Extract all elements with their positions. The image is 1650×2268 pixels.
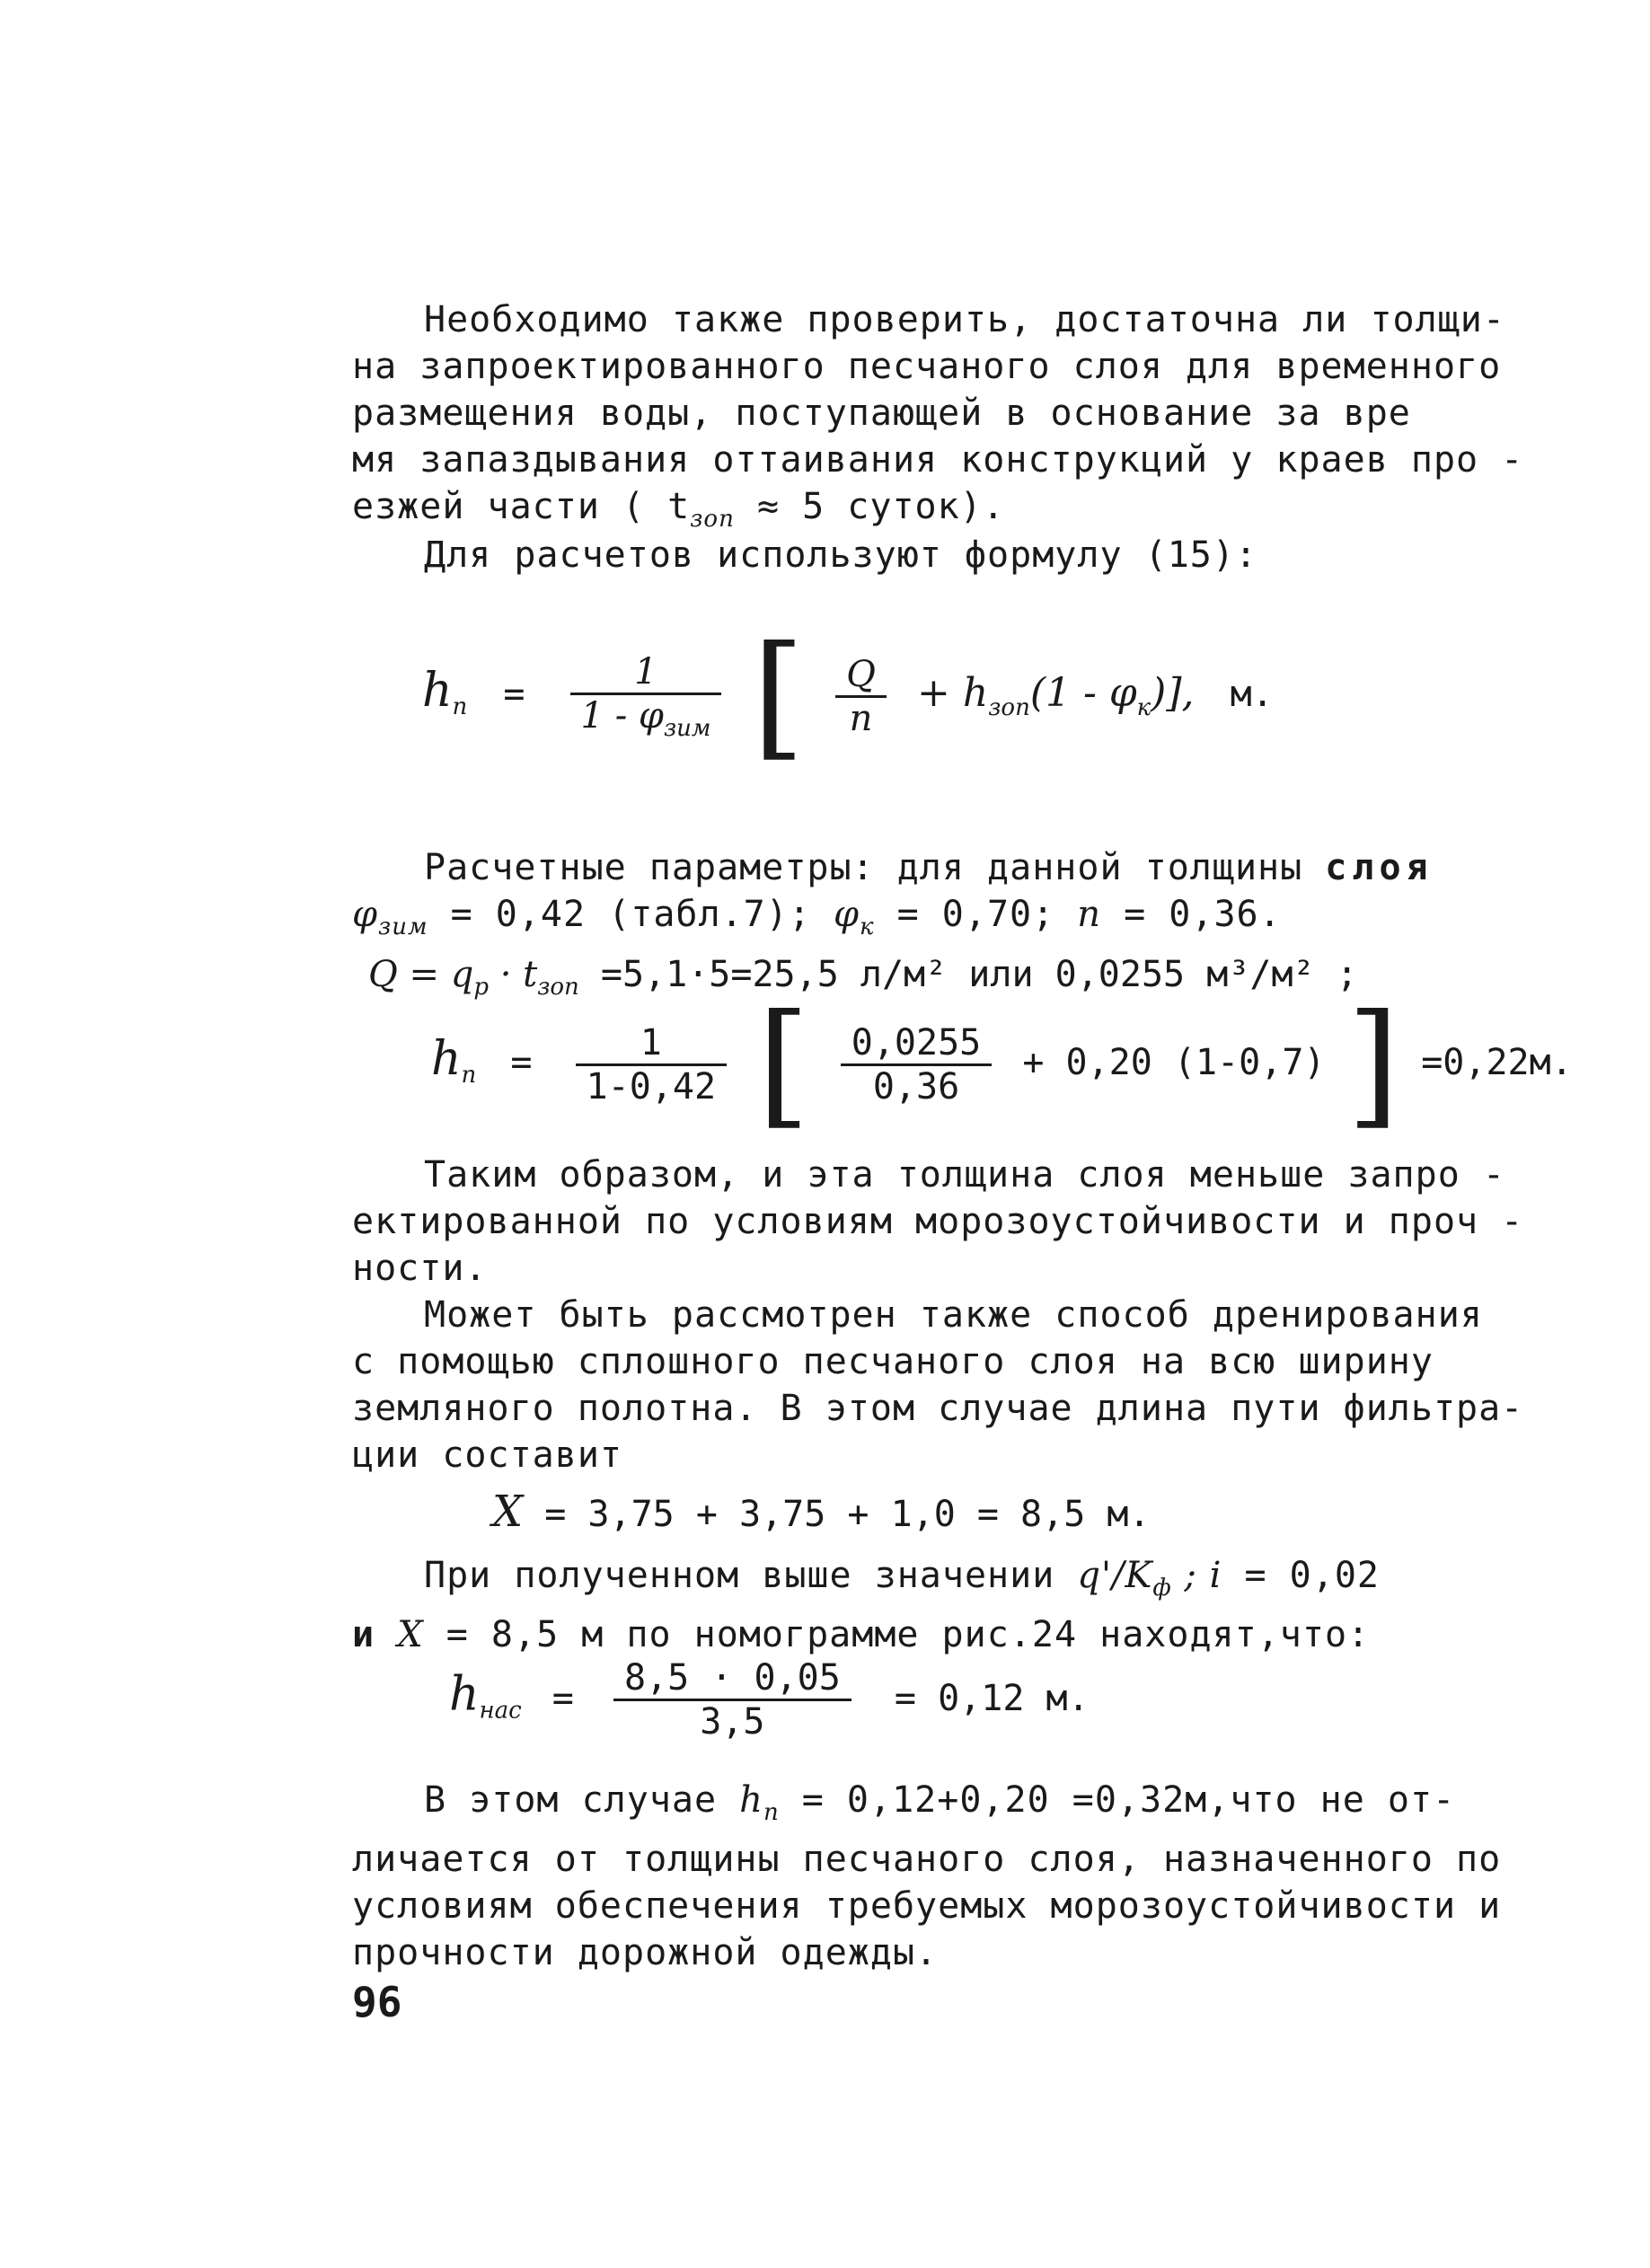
paragraph-final: В этом случае $h_п = 0,12+0,20 =0,32м,что$ не от- личается от толщины песчаного слоя, назначенного по условиям обеспечения требуемых морозоустойчивости и прочности дорожной одежды. [352,1777,1520,1976]
fraction: $\frac{8,5 \cdot 0,05}{3,5}$ [613,1657,851,1743]
formula-general: $h_п$ = $\frac{1}{1 - \varphi_{зим}}$ [ $\frac{Q}{n}$ + $h_{зоп}(1 - \varphi_к)$], м. [422,618,1274,774]
text-line: ции составит [352,1434,622,1476]
formula-path-length: X = 3,75 + 3,75 + 1,0 = 8,5 м. [492,1487,1151,1537]
paragraph-formula-intro [352,532,1520,578]
text-line: на запроектированного песчаного слоя для временного [352,346,1502,387]
paragraph-nomogram: При полученном выше значении $q'/K_ф$ ; i = 0,02 и X = 8,5 м по номограмме рис.24 находят,что: [352,1555,1380,1655]
text-line: мя запаздывания оттаивания конструкций у краев про - [352,439,1524,481]
text-line: условиям обеспечения требуемых морозоустойчивости и [352,1885,1502,1927]
text-line: с помощью сплошного песчаного слоя на всю ширину [352,1341,1434,1382]
text-line: Для расчетов используют формулу (15): [424,534,1258,576]
fraction: $\frac{1}{1 - \varphi_{зим}}$ [570,651,722,742]
text-line: земляного полотна. В этом случае длина пути фильтра- [352,1388,1524,1429]
paragraph-check-thickness [352,296,1524,543]
text-line: размещения воды, поступающей в основание за вре [352,393,1411,434]
text-line: личается от толщины песчаного слоя, назначенного по [352,1839,1502,1880]
formula-var: h [422,664,453,718]
text-line: ектированной по условиям морозоустойчивости и проч - [352,1201,1524,1242]
fraction: $\frac{Q}{n}$ [835,654,887,739]
formula-calculation: $h_п$ = $\frac{1}{1-0,42}$ [ $\frac{0,0255}{0,36}$ + 0,20 (1-0,7) ] =0,22м. [431,986,1573,1143]
text-line: езжей части ( $t_{зоп} \approx 5$ суток). [352,486,1005,533]
paragraph-drainage [352,1292,1524,1478]
page-number: 96 [352,1978,402,2026]
formula-q: $Q = q_р \cdot t_{зоп} =5,1\cdot 5=25,5$ л/м² или 0,0255 м³/м² ; [368,954,1358,1001]
fraction: $\frac{0,0255}{0,36}$ [841,1022,993,1108]
formula-saturation: $h_{нас}$ = $\frac{8,5 \cdot 0,05}{3,5}$ = 0,12 м. [449,1657,1090,1743]
paragraph-parameters: Расчетные параметры: для данной толщины слоя $\varphi_{зим} = 0,42$ (табл.7); $\varphi_к = 0,70$; n = 0,36. [352,844,1520,950]
text-line: $\varphi_{зим} = 0,42$ (табл.7); $\varphi_к = 0,70$; n = 0,36. [352,894,1282,940]
paragraph-conclusion [352,1152,1524,1292]
text-line: прочности дорожной одежды. [352,1932,939,1973]
text-line: Может быть рассмотрен также способ дренирования [424,1294,1483,1336]
text-line: Необходимо также проверить, достаточна ли толщи- [424,299,1505,340]
text-line: Расчетные параметры: для данной толщины [424,847,1303,888]
fraction: $\frac{1}{1-0,42}$ [576,1022,728,1108]
text-line: ности. [352,1248,488,1289]
text-line: Таким образом, и эта толщина слоя меньше запро - [424,1154,1505,1196]
